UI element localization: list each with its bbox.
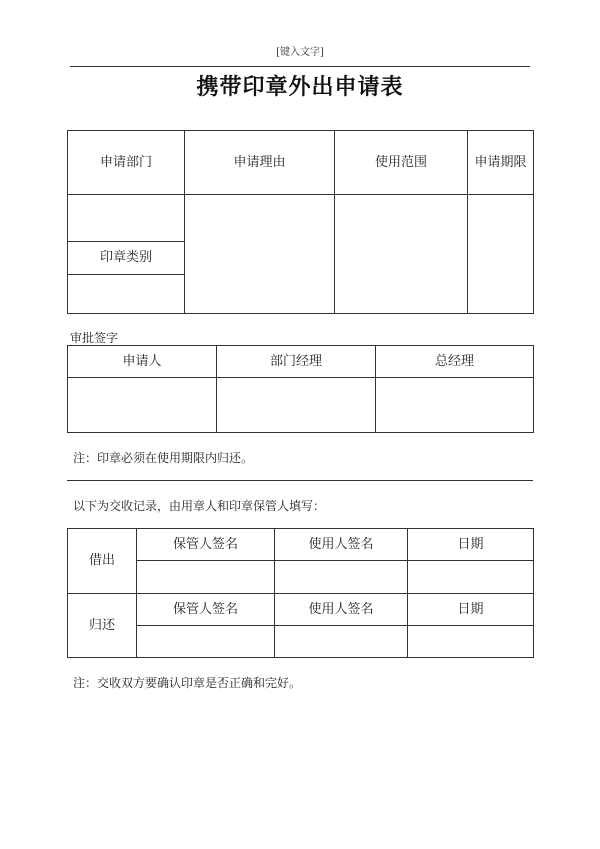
department-input-cell[interactable] [68, 195, 185, 242]
approval-section-label: 审批签字 [70, 331, 119, 345]
seal-type-label: 印章类别 [68, 242, 185, 275]
borrow-date-cell[interactable] [408, 561, 534, 594]
return-date-cell[interactable] [408, 626, 534, 658]
handover-table [67, 528, 534, 658]
reason-input-cell[interactable] [185, 195, 335, 314]
approval-table [67, 345, 534, 433]
header-general-manager: 总经理 [376, 346, 534, 378]
return-note: 注：印章必须在使用期限内归还。 [73, 451, 254, 465]
borrow-label: 借出 [68, 529, 137, 594]
borrow-header-user-signature: 使用人签名 [275, 529, 408, 561]
header-period: 申请期限 [468, 131, 534, 195]
return-header-date: 日期 [408, 594, 534, 626]
return-header-user-signature: 使用人签名 [275, 594, 408, 626]
page-header: [键入文字] [276, 47, 324, 58]
section-divider [67, 480, 533, 481]
return-header-keeper-signature: 保管人签名 [137, 594, 275, 626]
borrow-user-signature-cell[interactable] [275, 561, 408, 594]
borrow-header-date: 日期 [408, 529, 534, 561]
confirmation-note: 注：交收双方要确认印章是否正确和完好。 [73, 676, 302, 690]
usage-scope-input-cell[interactable] [335, 195, 468, 314]
header-rule [70, 66, 530, 67]
seal-type-input-cell[interactable] [68, 275, 185, 314]
header-usage-scope: 使用范围 [335, 131, 468, 195]
general-manager-signature-cell[interactable] [376, 378, 534, 433]
return-user-signature-cell[interactable] [275, 626, 408, 658]
borrow-keeper-signature-cell[interactable] [137, 561, 275, 594]
applicant-signature-cell[interactable] [68, 378, 217, 433]
period-input-cell[interactable] [468, 195, 534, 314]
header-dept-manager: 部门经理 [217, 346, 376, 378]
return-keeper-signature-cell[interactable] [137, 626, 275, 658]
header-reason: 申请理由 [185, 131, 335, 195]
header-applicant: 申请人 [68, 346, 217, 378]
handover-intro: 以下为交收记录，由用章人和印章保管人填写： [73, 499, 326, 513]
borrow-header-keeper-signature: 保管人签名 [137, 529, 275, 561]
header-applying-department: 申请部门 [68, 131, 185, 195]
form-title: 携带印章外出申请表 [196, 74, 404, 100]
dept-manager-signature-cell[interactable] [217, 378, 376, 433]
return-label: 归还 [68, 594, 137, 658]
application-table [67, 130, 534, 314]
